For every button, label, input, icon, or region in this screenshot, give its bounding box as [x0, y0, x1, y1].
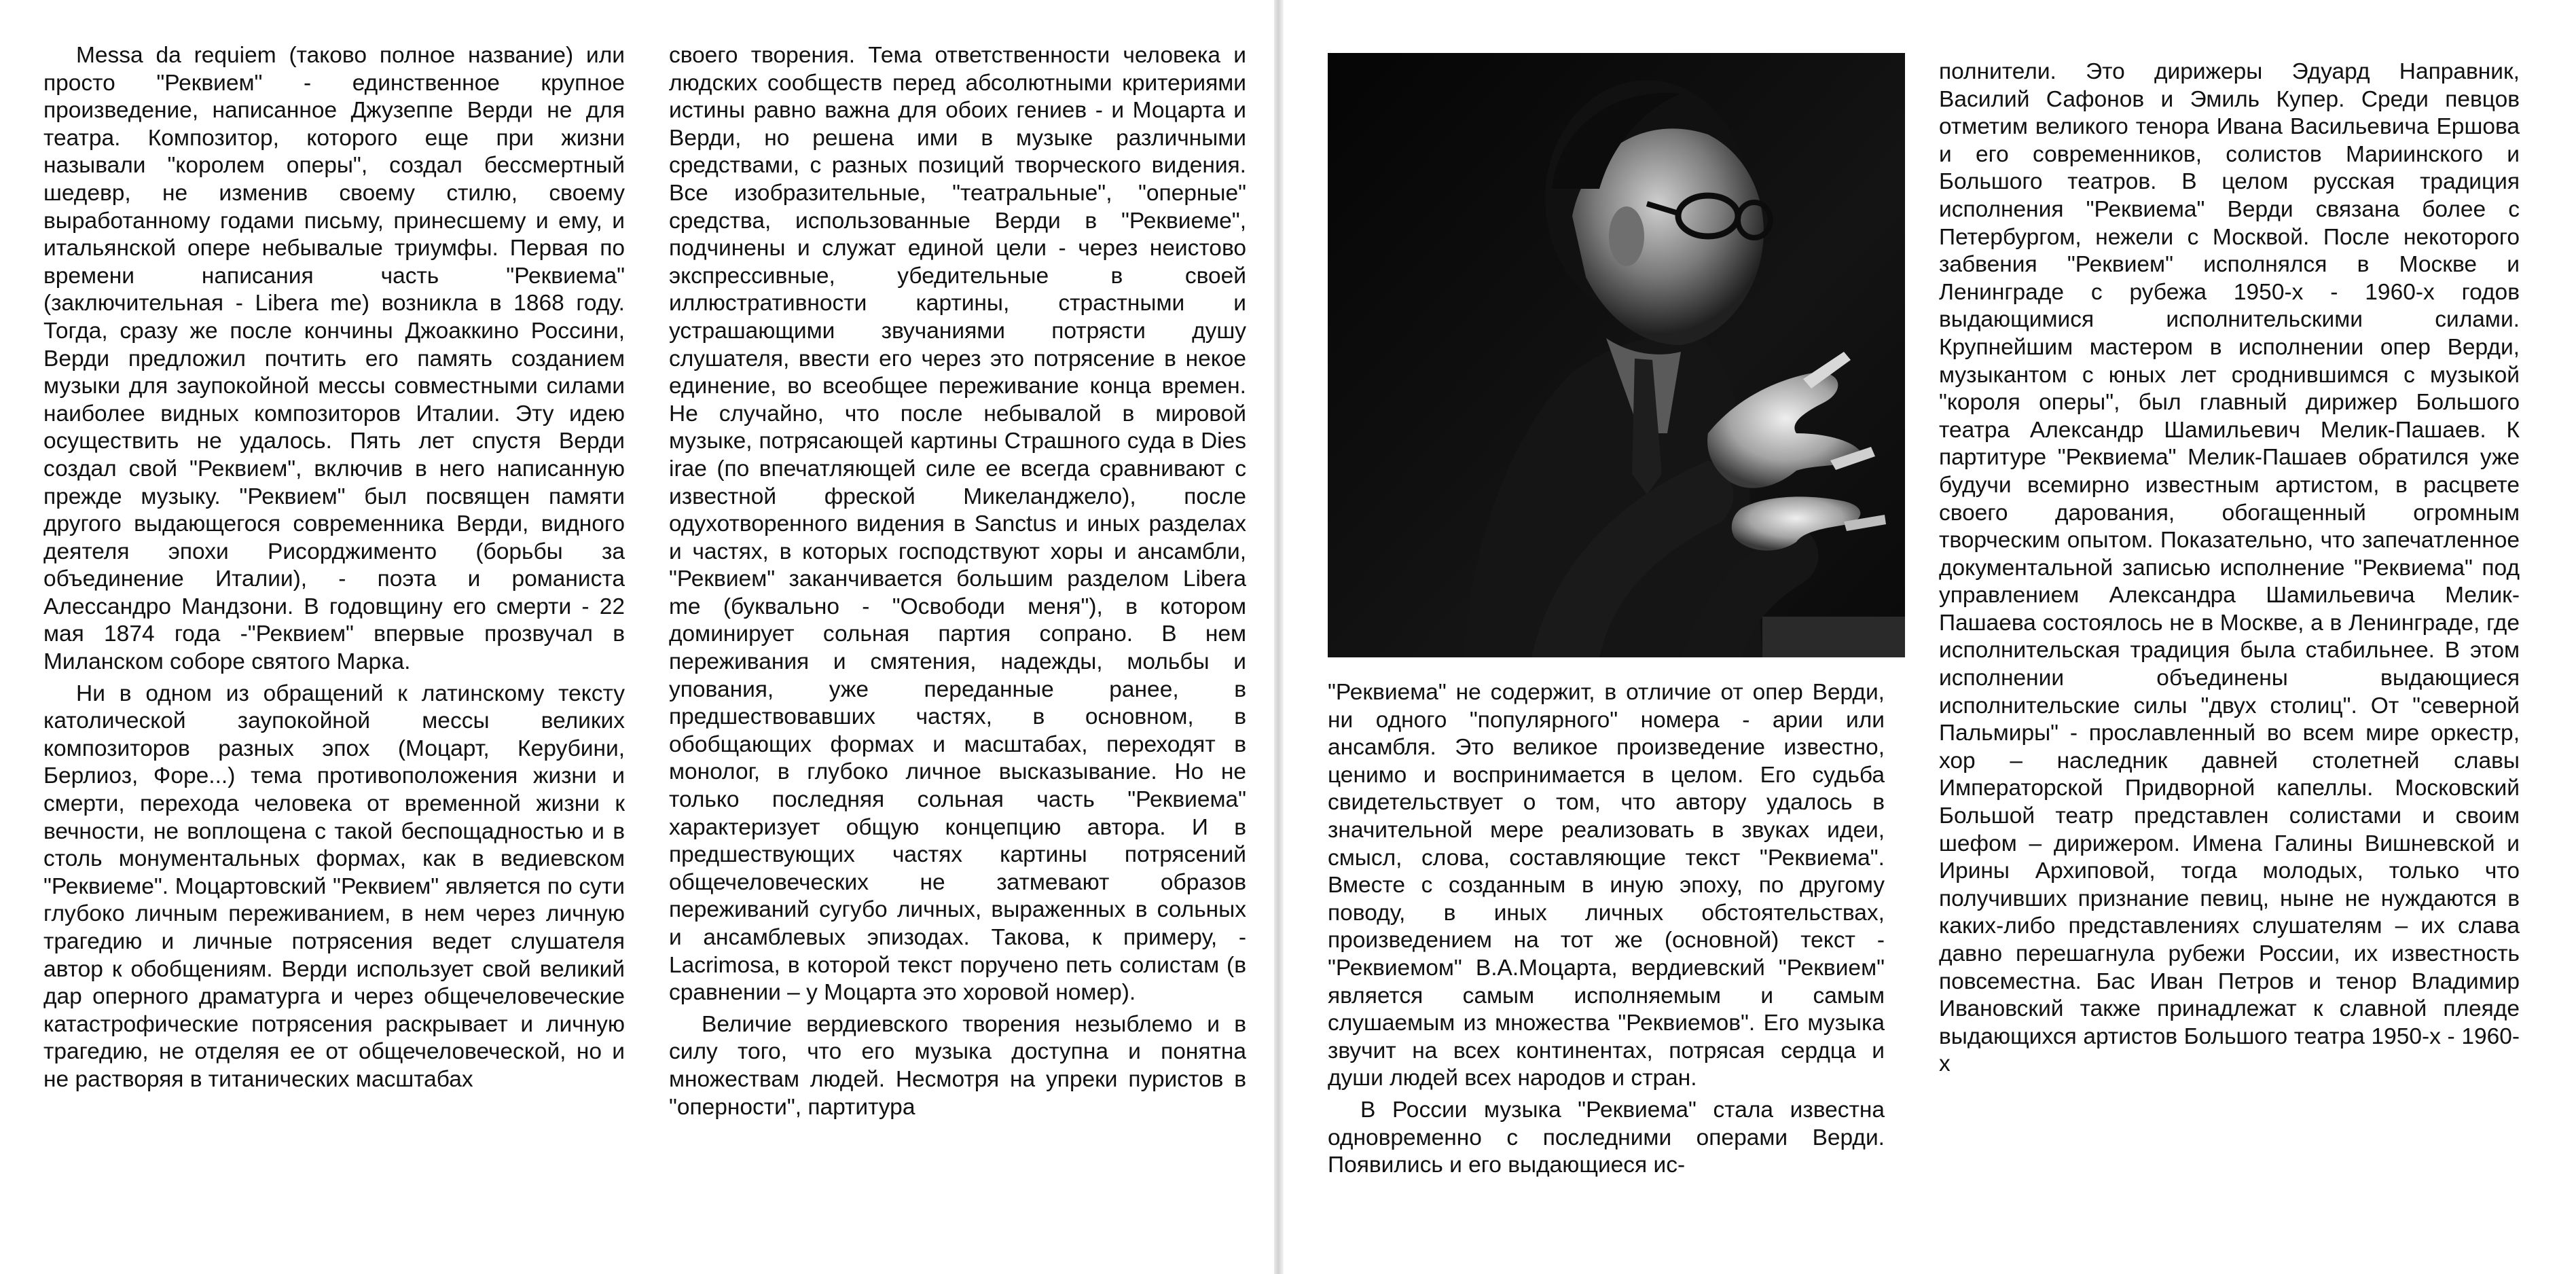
paragraph-intro: Messa da requiem (таково полное название) или просто "Реквием" - единственное крупное произведение, написанное Джузеппе Верди не для театра. Композитор, которого еще при жизни называли "королем оперы", создал бессмертный шедевр, не изменив своему стилю, своему выработанному годами письму, принесшему и ему, и итальянской опере небывалые триумфы. Первая по времени написания часть "Реквиема" (заключительная - Libera me) возникла в 1868 году. Тогда, сразу же после кончины Джоаккино Россини, Верди предложил почтить его память созданием музыки для заупокойной мессы совместными силами наиболее видных композиторов Италии. Эту идею осуществить не удалось. Пять лет спустя Верди создал свой "Реквием", включив в него написанную прежде музыку. "Реквием" был посвящен памяти другого выдающегося современника Верди, видного деятеля эпохи Рисорджименто (борьбы за объединение Италии), - поэта и романиста Алессандро Мандзони. В годовщину его смерти - 22 мая 1874 года -"Реквием" впервые прозвучал в Миланском соборе святого Марка.: [43, 43, 625, 675]
paragraph-greatness: Величие вердиевского творения незыблемо и в силу того, что его музыка доступна и понятна множествам людей. Несмотря на упреки пуристов в "оперности", партитура: [669, 1011, 1246, 1120]
text-column-4: [1939, 58, 2520, 1258]
text-column-2: [669, 42, 1246, 1258]
conductor-photo: [1328, 53, 1905, 657]
paragraph-continued: своего творения. Тема ответственности человека и людских сообществ перед абсолютными критериями истины равно важна для обоих гениев - и Моцарта и Верди, но решена ими в музыке различными средствами, с разных позиций творческого видения. Все изобразительные, "театральные", "оперные" средства, использованные Верди в "Реквиеме", подчинены и служат единой цели - через неистово экспрессивные, убедительные в своей иллюстративности картины, страстными и устрашающими звучаниями потрясти душу слушателя, ввести его через это потрясение в некое единение, во всеобщее переживание конца времен. Не случайно, что после небывалой в мировой музыке, потрясающей картины Страшного суда в Dies irae (по впечатляющей силе ее всегда сравнивают с известной фреской Микеланджело), после одухотворенного видения в Sanctus и иных разделах и частях, в которых господствуют хоры и ансамбли, "Реквием" заканчивается большим разделом Libera me (буквально - "Освободи меня"), в котором доминирует сольная партия сопрано. В нем переживания и смятения, надежды, мольбы и упования, уже переданные ранее, в предшествовавших частях, в основном, в обобщающих формах и масштабах, переходят в монолог, в глубоко личное высказывание. Но не только последняя сольная часть "Реквиема" характеризует общую концепцию автора. И в предшествующих частях картины потрясений общечеловеческих не затмевают образов переживаний сугубо личных, выраженных в сольных и ансамблевых эпизодах. Такова, к примеру, - Lacrimosa, в которой текст поручено петь солистам (в сравнении – у Моцарта это хоровой номер).: [669, 43, 1246, 1006]
paragraph-performers: полнители. Это дирижеры Эдуард Направник, Василий Сафонов и Эмиль Купер. Среди певцов отметим великого тенора Ивана Васильевича Ершова и его современников, солистов Мариинского и Большого театров. В целом русская традиция исполнения "Реквиема" Верди связана более с Петербургом, нежели с Москвой. После некоторого забвения "Реквием" исполнялся в Москве и Ленинграде с рубежа 1950-х - 1960-х годов выдающимися исполнительскими силами. Крупнейшим мастером в исполнении опер Верди, музыкантом с юных лет сроднившимся с музыкой "короля оперы", был главный дирижер Большого театра Александр Шамильевич Мелик-Пашаев. К партитуре "Реквиема" Мелик-Пашаев обратился уже будучи всемирно известным артистом, в расцвете своего дарования, обогащенный огромным творческим опытом. Показательно, что запечатленное документальной записью исполнение "Реквиема" под управлением Александра Шамильевича Мелик-Пашаева состоялось не в Москве, а в Ленинграде, где исполнительская традиция была стабильнее. В этом исполнении объединены выдающиеся исполнительские силы "двух столиц". От "северной Пальмиры" - прославленный во всем мире оркестр, хор – наследник давней столетней славы Императорской Придворной капеллы. Московский Большой театр представлен солистами и своим шефом – дирижером. Имена Галины Вишневской и Ирины Архиповой, тогда молодых, только что получивших признание певиц, ныне не нуждаются в каких-либо представлениях слушателям – их слава давно перешагнула рубежи России, их известность повсеместна. Бас Иван Петров и тенор Владимир Ивановский также принадлежат к славной плеяде выдающихся артистов Большого театра 1950-х - 1960-х: [1939, 59, 2520, 1077]
left-page: [0, 0, 1274, 1274]
paragraph-russia: В России музыка "Реквиема" стала известна одновременно с последними операми Верди. Появились и его выдающиеся ис-: [1328, 1097, 1885, 1178]
paragraph-comparison: Ни в одном из обращений к латинскому тексту католической заупокойной мессы великих композиторов разных эпох (Моцарт, Керубини, Берлиоз, Форе...) тема противоположения жизни и смерти, перехода человека от временной жизни к вечности, не воплощена с такой беспощадностью и в столь монументальных формах, как в ведиевском "Реквиеме". Моцартовский "Реквием" является по сути глубоко личным переживанием, в нем через личную трагедию и личные потрясения ведет слушателя автор к обобщениям. Верди использует свой великий дар оперного драматурга и через общечеловеческие катастрофические потрясения раскрывает и личную трагедию, не отделяя ее от общечеловеческой, но и не растворяя в титанических масштабах: [43, 680, 625, 1092]
paragraph-popularity: "Реквиема" не содержит, в отличие от опер Верди, ни одного "популярного" номера - арии или ансамбля. Это великое произведение известно, ценимо и воспринимается в целом. Его судьба свидетельствует о том, что автору удалось в значительной мере реализовать в звуках идеи, смысл, слова, составляющие текст "Реквиема". Вместе с созданным в иную эпоху, по другому поводу, в иных личных обстоятельствах, произведением на тот же (основной) текст - "Реквиемом" В.А.Моцарта, вердиевский "Реквием" является самым исполняемым и самым слушаемым из множества "Реквиемов". Его музыка звучит на всех континентах, потрясая сердца и души людей всех народов и стран.: [1328, 680, 1885, 1091]
conductor-silhouette-image: [1328, 53, 1905, 657]
page-gutter: [1274, 0, 1284, 1274]
text-column-1: [43, 42, 625, 1258]
text-column-3: [1328, 679, 1885, 1258]
